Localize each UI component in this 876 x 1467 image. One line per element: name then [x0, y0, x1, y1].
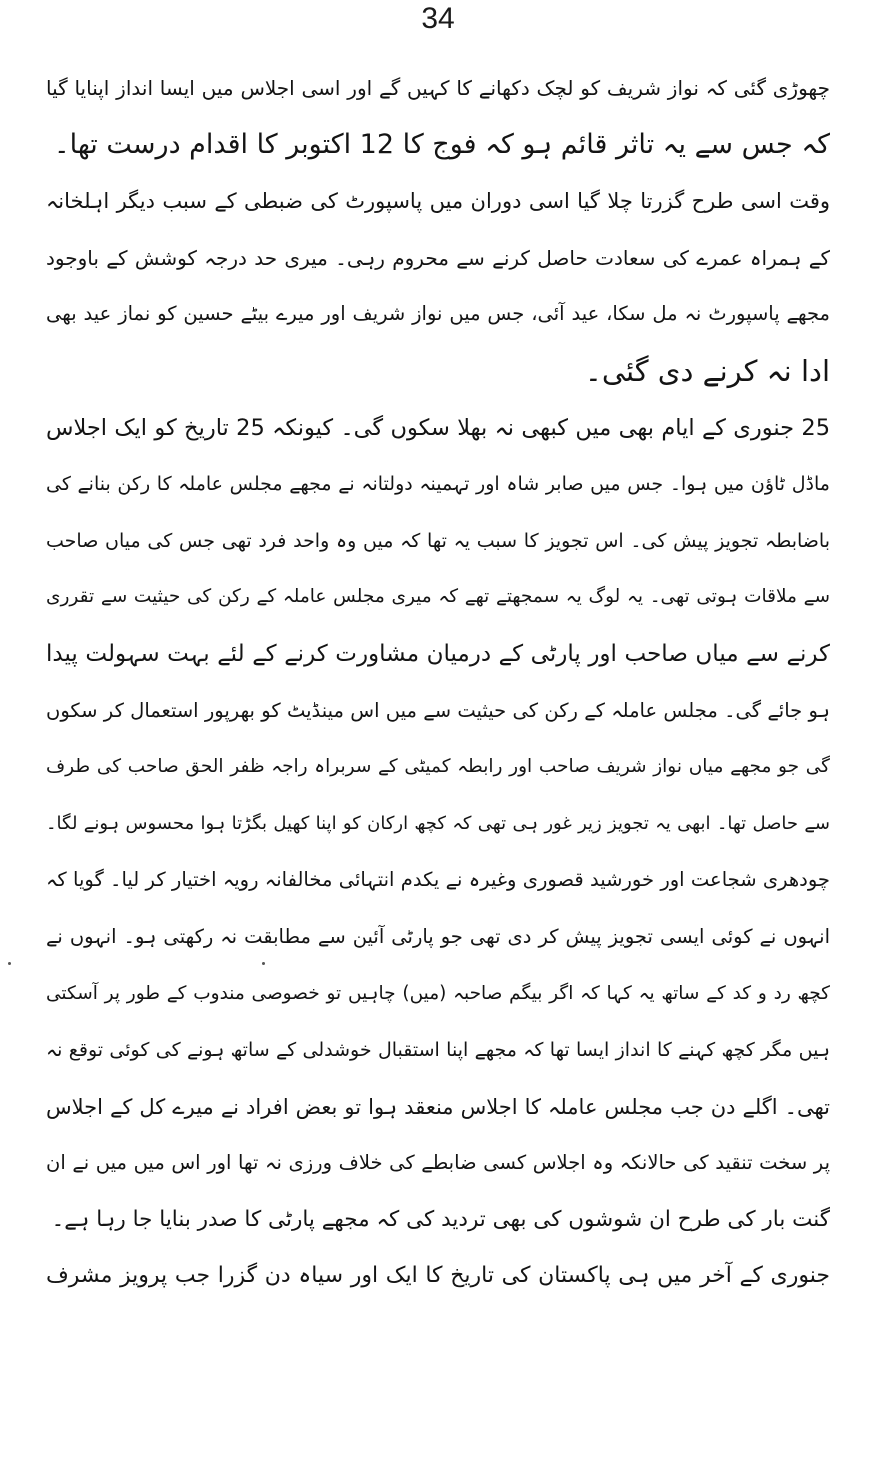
text-line: کچھ رد و کد کے ساتھ یہ کہا کہ اگر بیگم صاحبہ (میں) چاہیں تو خصوصی مندوب کے طور پر آسکتی	[46, 982, 830, 1004]
text-line: باضابطہ تجویز پیش کی۔ اس تجویز کا سبب یہ تھا کہ میں وہ واحد فرد تھی جس کی میاں صاحب	[46, 529, 830, 552]
text-line: سے ملاقات ہوتی تھی۔ یہ لوگ یہ سمجھتے تھے کہ میری مجلس عاملہ کے رکن کی حیثیت سے تقرری	[46, 586, 830, 608]
text-line: 25 جنوری کے ایام بھی میں کبھی نہ بھلا سکوں گی۔ کیونکہ 25 تاریخ کو ایک اجلاس	[46, 414, 830, 441]
text-line: چھوڑی گئی کہ نواز شریف کو لچک دکھانے کا کہیں گے اور اسی اجلاس میں ایسا انداز اپنایا گیا	[46, 76, 830, 100]
text-line: کہ جس سے یہ تاثر قائم ہو کہ فوج کا 12 اکتوبر کا اقدام درست تھا۔	[53, 128, 830, 160]
text-line: گی جو مجھے میاں نواز شریف صاحب اور رابطہ کمیٹی کے سربراہ راجہ ظفر الحق صاحب کی طرف	[46, 756, 830, 778]
text-line: تھی۔ اگلے دن جب مجلس عاملہ کا اجلاس منعقد ہوا تو بعض افراد نے میرے کل کے اجلاس	[46, 1094, 830, 1119]
scan-speck	[262, 962, 265, 965]
text-line: گنت بار کی طرح ان شوشوں کی بھی تردید کی کہ مجھے پارٹی کا صدر بنایا جا رہا ہے۔	[51, 1206, 830, 1232]
text-line: جنوری کے آخر میں ہی پاکستان کی تاریخ کا ایک اور سیاہ دن گزرا جب پرویز مشرف	[46, 1263, 830, 1289]
body-text	[46, 60, 830, 1305]
text-line: کرنے سے میاں صاحب اور پارٹی کے درمیان مشاورت کرنے کے لئے بہت سہولت پیدا	[46, 640, 830, 667]
text-line: پر سخت تنقید کی حالانکہ وہ اجلاس کسی ضابطے کی خلاف ورزی نہ تھا اور اس میں میں نے ان	[46, 1151, 830, 1175]
page-number: 34	[421, 2, 455, 35]
text-line: وقت اسی طرح گزرتا چلا گیا اسی دوران میں پاسپورٹ کی ضبطی کے سبب دیگر اہلخانہ	[46, 189, 830, 214]
text-line: کے ہمراہ عمرے کی سعادت حاصل کرنے سے محروم رہی۔ میری حد درجہ کوشش کے باوجود	[46, 245, 830, 270]
text-line: سے حاصل تھا۔ ابھی یہ تجویز زیر غور ہی تھی کہ کچھ ارکان کو اپنا کھیل بگڑتا ہوا محسوس ہونے لگا۔	[46, 812, 830, 834]
text-line: ادا نہ کرنے دی گئی۔	[584, 353, 830, 388]
text-line: ماڈل ٹاؤن میں ہوا۔ جس میں صابر شاہ اور تہمینہ دولتانہ نے مجھے مجلس عاملہ کا رکن بنانے کی	[46, 473, 830, 496]
text-line: مجھے پاسپورٹ نہ مل سکا، عید آئی، جس میں نواز شریف اور میرے بیٹے حسین کو نماز عید بھی	[46, 302, 830, 326]
text-line: چودھری شجاعت اور خورشید قصوری وغیرہ نے یکدم انتہائی مخالفانہ رویہ اختیار کر لیا۔ گویا کہ	[46, 868, 830, 892]
text-line: ہیں مگر کچھ کہنے کا انداز ایسا تھا کہ مجھے اپنا استقبال خوشدلی کے ساتھ ہونے کی کوئی توقع نہ	[46, 1039, 830, 1062]
text-line: انہوں نے کوئی ایسی تجویز پیش کر دی تھی جو پارٹی آئین سے مطابقت نہ رکھتی ہو۔ انہوں نے	[46, 924, 830, 948]
scan-speck	[8, 962, 11, 965]
text-line: ہو جائے گی۔ مجلس عاملہ کے رکن کی حیثیت سے میں اس مینڈیٹ کو بھرپور استعمال کر سکوں	[46, 698, 830, 722]
